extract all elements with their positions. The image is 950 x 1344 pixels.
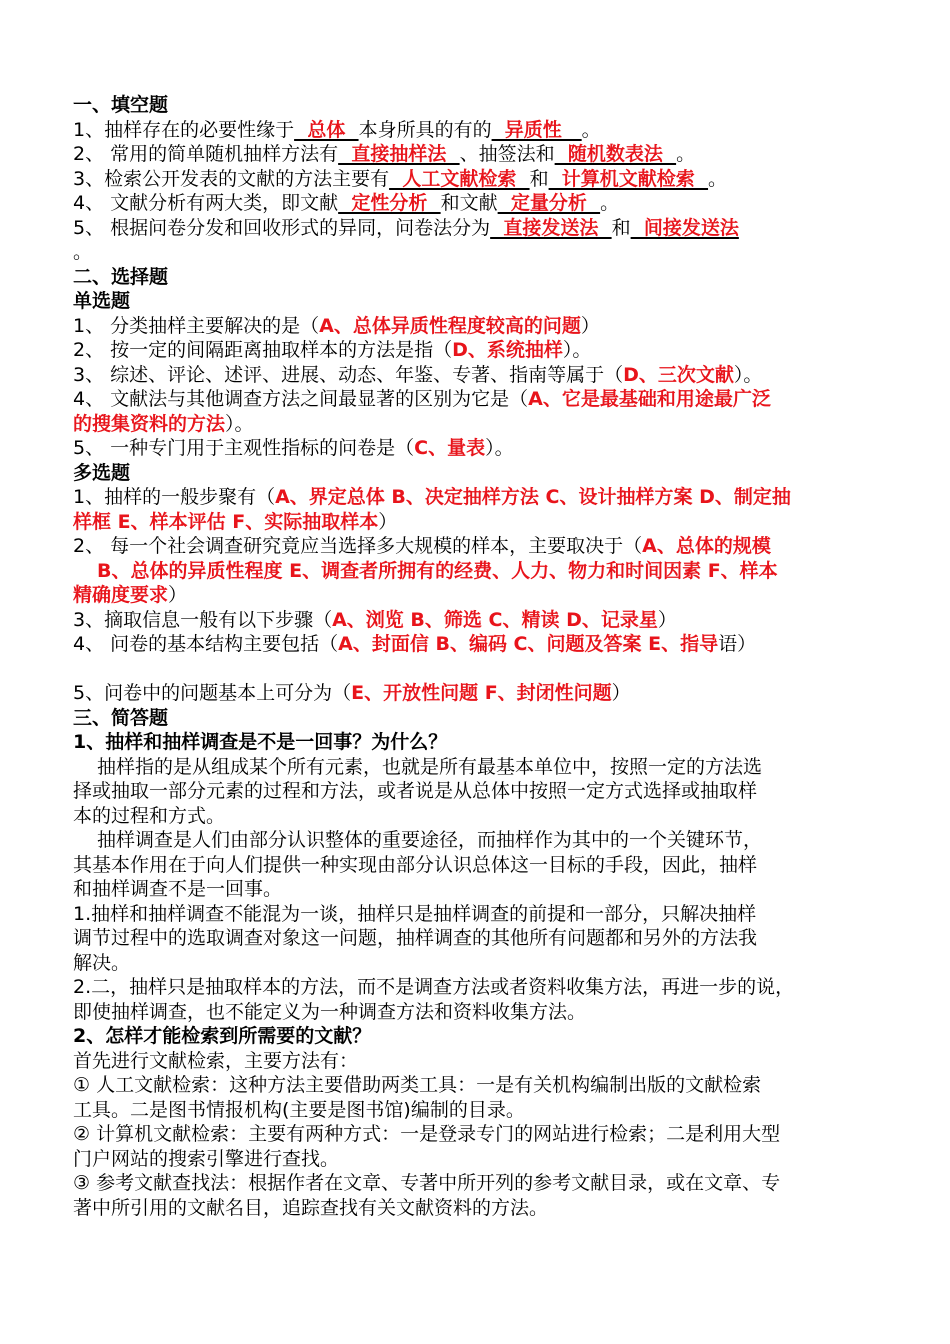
single-choice-3: 3、 综述、评论、述评、进展、动态、年鉴、专著、指南等属于（D、三次文献）。 (73, 363, 763, 386)
single-choice-4-cont: 的搜集资料的方法）。 (73, 412, 254, 435)
answer-paragraph-line: ① 人工文献检索：这种方法主要借助两类工具：一是有关机构编制出版的文献检索 (73, 1074, 762, 1096)
answer-paragraph-line: 择或抽取一部分元素的过程和方法，或者说是从总体中按照一定方式选择或抽取样 (73, 780, 758, 802)
answer-paragraph-line: 抽样调查是人们由部分认识整体的重要途径，而抽样作为其中的一个关键环节， (97, 829, 763, 851)
answer-text: D、三次文献 (623, 363, 734, 386)
subheading-single-choice: 单选题 (73, 290, 131, 312)
short-answer-question-1: 1、抽样和抽样调查是不是一回事？为什么？ (73, 731, 448, 753)
answer-paragraph-line: 和抽样调查不是一回事。 (73, 878, 283, 900)
answer-text: A、界定总体 B、决定抽样方法 C、设计抽样方案 D、制定抽 (275, 486, 791, 508)
multi-choice-4: 4、 问卷的基本结构主要包括（A、封面信 B、编码 C、问题及答案 E、指导语） (73, 633, 757, 655)
answer-paragraph-line: 门户网站的搜索引擎进行查找。 (73, 1147, 340, 1170)
answer-text: 的搜集资料的方法 (73, 412, 226, 435)
answer-paragraph-line: 著中所引用的文献名目，追踪查找有关文献资料的方法。 (73, 1196, 549, 1219)
answer-text: C、量表 (414, 437, 486, 459)
answer-blank: 总体 (294, 118, 359, 141)
fill-question-4: 4、 文献分析有两大类，即文献 定性分析 和文献 定量分析 。 (73, 192, 620, 214)
answer-paragraph-line: 调节过程中的选取调查对象这一问题，抽样调查的其他所有问题都和另外的方法我 (73, 927, 758, 949)
fill-question-2: 2、 常用的简单随机抽样方法有 直接抽样法 、抽签法和 随机数表法 。 (73, 143, 696, 165)
answer-paragraph-line: ② 计算机文献检索：主要有两种方式：一是登录专门的网站进行检索；二是利用大型 (73, 1123, 781, 1145)
multi-choice-1-cont: 样框 E、样本评估 F、实际抽取样本） (73, 510, 398, 533)
answer-blank: 定性分析 (338, 192, 441, 214)
answer-blank: 间接发送法 (630, 216, 739, 239)
answer-text: A、封面信 B、编码 C、问题及答案 E、指导 (338, 633, 719, 655)
answer-blank: 直接发送法 (490, 216, 612, 239)
section-heading-choice: 二、选择题 (73, 265, 169, 288)
multi-choice-3: 3、摘取信息一般有以下步骤（A、浏览 B、筛选 C、精读 D、记录星） (73, 608, 677, 631)
document-page (73, 93, 879, 1220)
answer-text: A、浏览 B、筛选 C、精读 D、记录星 (332, 608, 658, 631)
answer-paragraph-line: ③ 参考文献查找法：根据作者在文章、专著中所开列的参考文献目录，或在文章、专 (73, 1172, 781, 1194)
answer-paragraph-line: 即使抽样调查，也不能定义为一种调查方法和资料收集方法。 (73, 1000, 587, 1023)
fill-question-5: 5、 根据问卷分发和回收形式的异同，问卷法分为 直接发送法 和 间接发送法 (73, 216, 739, 239)
answer-blank: 计算机文献检索 (548, 167, 709, 190)
answer-blank: 随机数表法 (554, 143, 677, 165)
answer-blank: 定量分析 (497, 192, 601, 214)
multi-choice-1: 1、抽样的一般步聚有（A、界定总体 B、决定抽样方法 C、设计抽样方案 D、制定抽 (73, 486, 791, 508)
answer-paragraph-line: 解决。 (73, 951, 131, 974)
multi-choice-2-cont (73, 559, 879, 584)
single-choice-4: 4、 文献法与其他调查方法之间最显著的区别为它是（A、它是最基础和用途最广泛 (73, 388, 771, 410)
answer-paragraph-line: 工具。二是图书情报机构(主要是图书馆)编制的目录。 (73, 1098, 525, 1121)
answer-text: 样框 E、样本评估 F、实际抽取样本 (73, 510, 379, 533)
answer-text: A、它是最基础和用途最广泛 (528, 388, 771, 410)
single-choice-5: 5、 一种专门用于主观性指标的问卷是（C、量表）。 (73, 437, 514, 459)
fill-question-1: 1、抽样存在的必要性缘于 总体 本身所具的有的 异质性 。 (73, 118, 601, 141)
answer-blank: 人工文献检索 (389, 167, 530, 190)
blank-line (73, 657, 879, 682)
multi-choice-2: 2、 每一个社会调查研究竟应当选择多大规模的样本，主要取决于（A、总体的规模 (73, 535, 771, 557)
multi-choice-2-cont2: 精确度要求） (73, 584, 188, 606)
answer-paragraph-line: 其基本作用在于向人们提供一种实现由部分认识总体这一目标的手段，因此，抽样 (73, 853, 758, 876)
answer-blank: 直接抽样法 (338, 143, 460, 165)
answer-paragraph-line: 首先进行文献检索，主要方法有： (73, 1049, 359, 1072)
answer-paragraph-line: 本的过程和方式。 (73, 804, 226, 827)
fill-question-3: 3、检索公开发表的文献的方法主要有 人工文献检索 和 计算机文献检索 。 (73, 167, 728, 190)
answer-text: E、开放性问题 F、封闭性问题 (351, 682, 612, 704)
answer-text: D、系统抽样 (452, 339, 563, 361)
section-heading-fill-blank: 一、填空题 (73, 94, 169, 116)
answer-paragraph-line: 抽样指的是从组成某个所有元素，也就是所有最基本单位中，按照一定的方法选 (97, 755, 763, 778)
answer-text: B、总体的异质性程度 E、调查者所拥有的经费、人力、物力和时间因素 F、样本 (97, 559, 778, 582)
answer-paragraph-line: 2.二，抽样只是抽取样本的方法，而不是调查方法或者资料收集方法，再进一步的说， (73, 976, 795, 998)
answer-text: A、总体异质性程度较高的问题 (319, 314, 581, 337)
short-answer-question-2: 2、怎样才能检索到所需要的文献？ (73, 1025, 372, 1047)
single-choice-1: 1、 分类抽样主要解决的是（A、总体异质性程度较高的问题） (73, 314, 600, 337)
answer-text: 精确度要求 (73, 584, 169, 606)
answer-paragraph-line: 1.抽样和抽样调查不能混为一谈，抽样只是抽样调查的前提和一部分，只解决抽样 (73, 902, 757, 925)
section-heading-short-answer: 三、简答题 (73, 706, 169, 729)
answer-blank: 异质性 (491, 118, 582, 141)
fill-question-5-end: 。 (73, 241, 93, 263)
multi-choice-5: 5、问卷中的问题基本上可分为（E、开放性问题 F、封闭性问题） (73, 682, 631, 704)
answer-text: A、总体的规模 (642, 535, 771, 557)
single-choice-2: 2、 按一定的间隔距离抽取样本的方法是指（D、系统抽样）。 (73, 339, 592, 361)
subheading-multi-choice: 多选题 (73, 461, 131, 484)
